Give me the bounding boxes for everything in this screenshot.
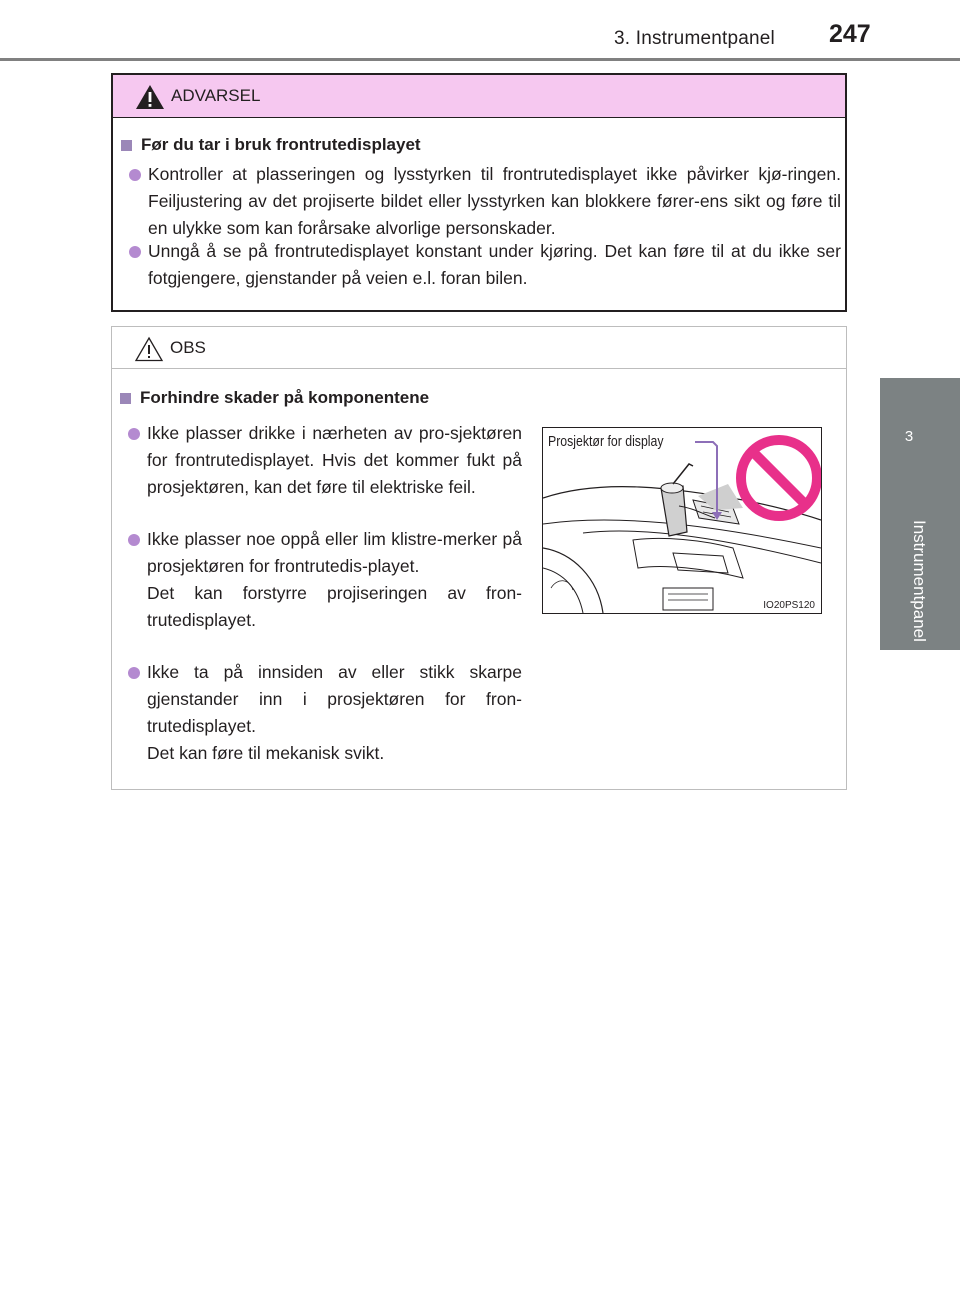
header-divider <box>0 58 960 61</box>
list-item-text: Kontroller at plasseringen og lysstyrken til frontrutedisplayet ikke påvirker kjø-ringen. Feiljustering av det projiserte bildet eller lysstyrken kan blokkere fører-ens sikt og føre til en ulykke som kan forårsake alvorlige personskader. <box>148 164 841 238</box>
list-item-text: Ikke plasser noe oppå eller lim klistre-merker på prosjektøren for frontrutedis-playet. <box>147 529 522 576</box>
notice-label: OBS <box>170 338 206 357</box>
list-item <box>128 659 522 767</box>
list-item-text: Unngå å se på frontrutedisplayet konstant under kjøring. Det kan føre til at du ikke ser fotgjengere, gjenstander på veien e.l. foran bilen. <box>148 241 841 288</box>
illustration-code: IO20PS120 <box>763 600 815 611</box>
square-bullet-icon <box>121 140 132 151</box>
illustration-label: Prosjektør for display <box>548 433 664 450</box>
list-item <box>129 238 841 292</box>
notice-heading <box>120 388 429 408</box>
bullet-dot-icon <box>128 667 140 679</box>
warning-box <box>111 73 847 312</box>
page-number: 247 <box>829 20 871 48</box>
bullet-dot-icon <box>128 428 140 440</box>
chapter-label: Instrumentpanel <box>910 520 929 642</box>
list-item-text: Ikke ta på innsiden av eller stikk skarpe gjenstander inn i prosjektøren for fron-trutedisplayet. <box>147 662 522 736</box>
list-item <box>128 526 522 634</box>
warning-label: ADVARSEL <box>171 86 261 105</box>
notice-heading-text: Forhindre skader på komponentene <box>140 388 430 407</box>
list-item-text: Det kan føre til mekanisk svikt. <box>147 743 385 763</box>
square-bullet-icon <box>120 393 131 404</box>
chapter-number: 3 <box>904 428 914 445</box>
warning-heading-text: Før du tar i bruk frontrutedisplayet <box>141 135 421 154</box>
caution-triangle-icon <box>134 336 164 362</box>
dashboard-drawing <box>543 428 821 613</box>
list-item <box>128 420 522 501</box>
bullet-dot-icon <box>129 169 141 181</box>
projector-illustration <box>542 427 822 614</box>
bullet-dot-icon <box>129 246 141 258</box>
warning-heading <box>121 135 421 155</box>
notice-header <box>112 327 846 369</box>
warning-header <box>113 75 845 118</box>
section-title: 3. Instrumentpanel <box>614 28 775 49</box>
warning-triangle-icon <box>135 84 165 110</box>
bullet-dot-icon <box>128 534 140 546</box>
list-item-text: Det kan forstyrre projiseringen av fron-trutedisplayet. <box>147 583 522 630</box>
list-item <box>129 161 841 242</box>
list-item-text: Ikke plasser drikke i nærheten av pro-sjektøren for frontrutedisplayet. Hvis det kommer fukt på prosjektøren, kan det føre til elektriske feil. <box>147 423 522 497</box>
